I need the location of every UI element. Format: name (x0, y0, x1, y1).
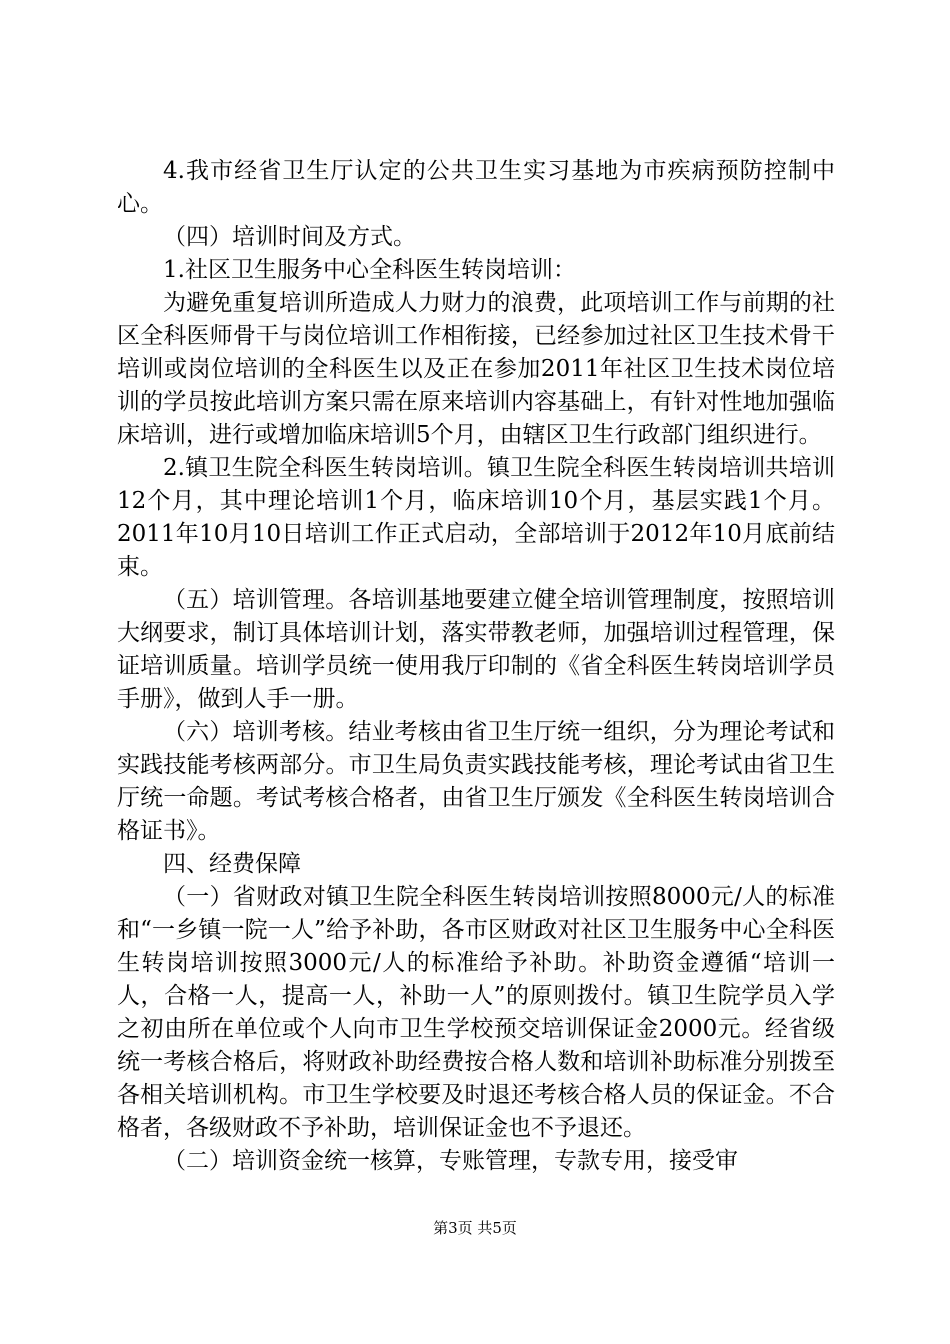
section-heading-4: 四、经费保障 (163, 851, 301, 877)
paragraph-9: （二）培训资金统一核算，专账管理，专款专用，接受审 (163, 1148, 738, 1174)
paragraph-7: （六）培训考核。结业考核由省卫生厅统一组织，分为理论考试和实践技能考核两部分。市卫生局负责实践技能考核，理论考试由省卫生厅统一命题。考试考核合格者，由省卫生厅颁发《全科医生转岗培训合格证书》。 (117, 719, 835, 844)
paragraph-8: （一）省财政对镇卫生院全科医生转岗培训按照8000元/人的标准和“一乡镇一院一人”给予补助，各市区财政对社区卫生服务中心全科医生转岗培训按照3000元/人的标准给予补助。补助资金遵循“培训一人，合格一人，提高一人，补助一人”的原则拨付。镇卫生院学员入学之初由所在单位或个人向市卫生学校预交培训保证金2000元。经省级统一考核合格后，将财政补助经费按合格人数和培训补助标准分别拨至各相关培训机构。市卫生学校要及时退还考核合格人员的保证金。不合格者，各级财政不予补助，培训保证金也不予退还。 (117, 884, 835, 1141)
paragraph-6: （五）培训管理。各培训基地要建立健全培训管理制度，按照培训大纲要求，制订具体培训计划，落实带教老师，加强培训过程管理，保证培训质量。培训学员统一使用我厅印制的《省全科医生转岗培训学员手册》，做到人手一册。 (117, 587, 835, 712)
paragraph-1: 4.我市经省卫生厅认定的公共卫生实习基地为市疾病预防控制中心。 (117, 158, 835, 217)
page-footer: 第3页 共5页 (433, 1219, 517, 1237)
paragraph-4: 为避免重复培训所造成人力财力的浪费，此项培训工作与前期的社区全科医师骨干与岗位培训工作相衔接，已经参加过社区卫生技术骨干培训或岗位培训的全科医生以及正在参加2011年社区卫生技术岗位培训的学员按此培训方案只需在原来培训内容基础上，有针对性地加强临床培训，进行或增加临床培训5个月，由辖区卫生行政部门组织进行。 (117, 290, 835, 448)
paragraph-3: 1.社区卫生服务中心全科医生转岗培训： (163, 257, 576, 283)
document-body (117, 155, 835, 1178)
paragraph-2: （四）培训时间及方式。 (163, 224, 416, 250)
paragraph-5: 2.镇卫生院全科医生转岗培训。镇卫生院全科医生转岗培训共培训12个月，其中理论培训1个月，临床培训10个月，基层实践1个月。2011年10月10日培训工作正式启动，全部培训于2012年10月底前结束。 (117, 455, 835, 580)
